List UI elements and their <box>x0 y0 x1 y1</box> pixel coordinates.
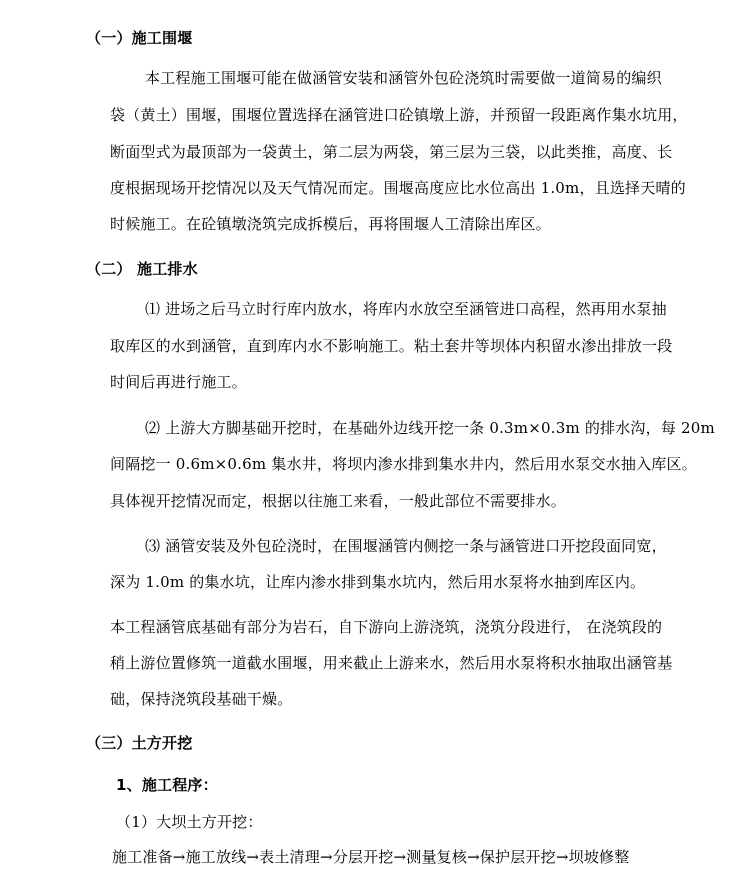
section2-paragraph-line-3: 础，保持浇筑段基础干燥。 <box>110 690 293 708</box>
section2-item1-line-1: ⑴ 进场之后马立时行库内放水，将库内水放空至涵管进口高程，然再用水泵抽 <box>145 300 667 318</box>
section2-item2-line-1: ⑵ 上游大方脚基础开挖时，在基础外边线开挖一条 0.3m×0.3m 的排水沟，每 20m <box>145 419 715 437</box>
section1-line-4: 度根据现场开挖情况以及天气情况而定。围堰高度应比水位高出 1.0m，且选择天晴的 <box>110 179 686 197</box>
section2-heading: （二） 施工排水 <box>86 260 198 278</box>
section2-item2-line-3: 具体视开挖情况而定，根据以往施工来看，一般此部位不需要排水。 <box>110 492 567 510</box>
section2-item3-line-1: ⑶ 涵管安装及外包砼浇时，在围堰涵管内侧挖一条与涵管进口开挖段面同宽， <box>145 537 667 555</box>
section2-item2-line-2: 间隔挖一 0.6m×0.6m 集水井，将坝内渗水排到集水井内，然后用水泵交水抽入库区。 <box>110 455 697 473</box>
section1-line-2: 袋（黄土）围堰，围堰位置选择在涵管进口砼镇墩上游，并预留一段距离作集水坑用， <box>110 106 688 124</box>
section3-subheading: 1、施工程序： <box>116 776 218 794</box>
section1-line-1: 本工程施工围堰可能在做涵管安装和涵管外包砼浇筑时需要做一道简易的编织 <box>145 69 662 87</box>
section3-heading: （三）土方开挖 <box>86 734 193 752</box>
section1-line-5: 时候施工。在砼镇墩浇筑完成拆模后，再将围堰人工清除出库区。 <box>110 215 551 233</box>
section1-heading: （一）施工围堰 <box>86 29 193 47</box>
section2-paragraph-line-1: 本工程涵管底基础有部分为岩石，自下游向上游浇筑，浇筑分段进行， 在浇筑段的 <box>110 618 663 636</box>
section2-item1-line-3: 时间后再进行施工。 <box>110 373 247 391</box>
section3-item-label: （1）大坝土方开挖： <box>116 813 263 831</box>
section3-process-line: 施工准备→施工放线→表土清理→分层开挖→测量复核→保护层开挖→坝坡修整 <box>112 848 630 866</box>
section2-item1-line-2: 取库区的水到涵管，直到库内水不影响施工。粘土套井等坝体内积留水渗出排放一段 <box>110 337 673 355</box>
section1-line-3: 断面型式为最顶部为一袋黄土，第二层为两袋，第三层为三袋，以此类推，高度、长 <box>110 143 673 161</box>
section2-item3-line-2: 深为 1.0m 的集水坑，让库内渗水排到集水坑内，然后用水泵将水抽到库区内。 <box>110 573 646 591</box>
section2-paragraph-line-2: 稍上游位置修筑一道截水围堰，用来截止上游来水，然后用水泵将积水抽取出涵管基 <box>110 654 673 672</box>
